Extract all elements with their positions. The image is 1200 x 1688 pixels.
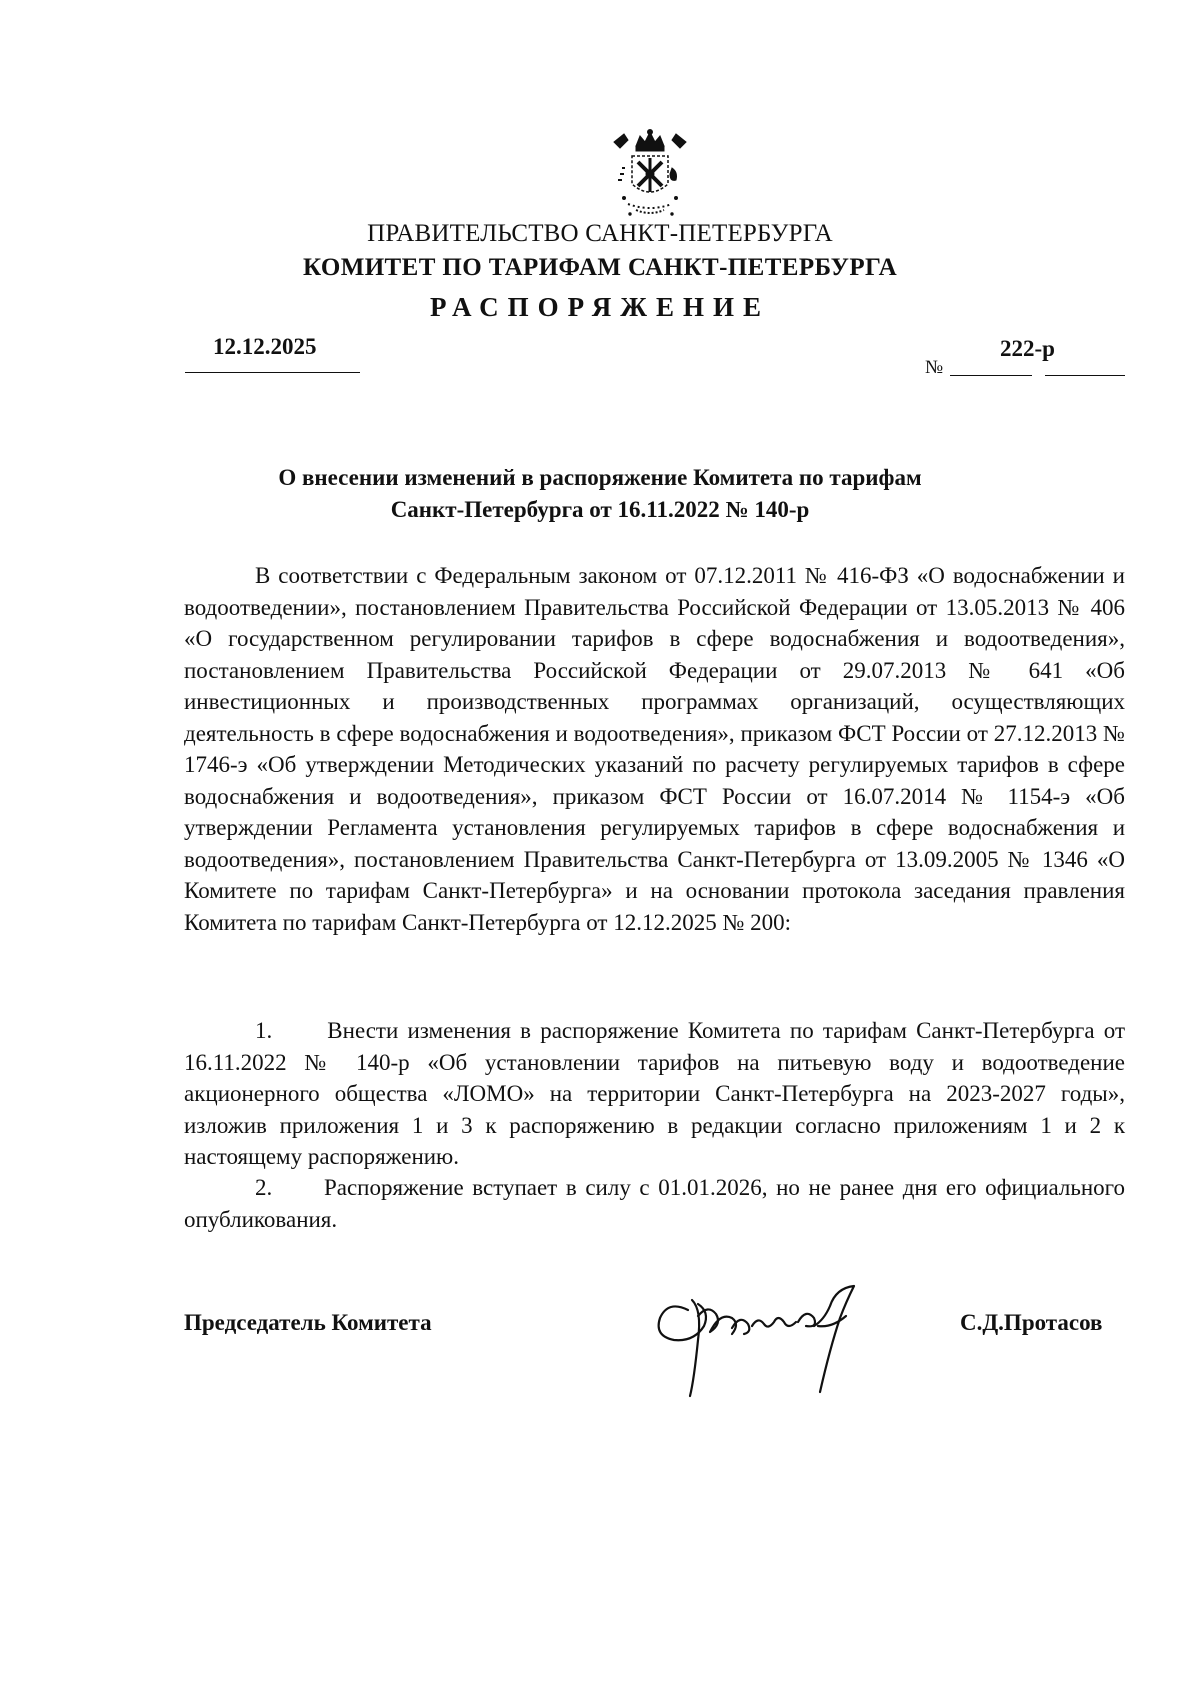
document-subject: [0, 462, 1200, 526]
committee-name: КОМИТЕТ ПО ТАРИФАМ САНКТ-ПЕТЕРБУРГА: [302, 254, 898, 281]
number-underline-extension: [1045, 375, 1125, 376]
date-underline: [185, 372, 360, 373]
signatory-name: С.Д.Протасов: [960, 1310, 1103, 1335]
handwritten-signature: [648, 1270, 888, 1400]
document-date: 12.12.2025: [213, 334, 317, 359]
subject-line-1: О внесении изменений в распоряжение Комитета по тарифам: [278, 465, 922, 490]
document-number: 222-р: [1000, 336, 1055, 361]
subject-line-2: Санкт-Петербурга от 16.11.2022 № 140-р: [390, 497, 810, 522]
number-sign: №: [925, 357, 944, 378]
preamble-paragraph: В соответствии с Федеральным законом от 07.12.2011 № 416-ФЗ «О водоснабжении и водоотведении», постановлением Правительства Российской Федерации от 13.05.2013 № 406 «О государственном регулировании тарифов в сфере водоснабжения и водоотведения», постановлением Правительства Российской Федерации от 29.07.2013 № 641 «Об инвестиционных и производственных программах организаций, осуществляющих деятельность в сфере водоснабжения и водоотведения», приказом ФСТ России от 27.12.2013 № 1746-э «Об утверждении Методических указаний по расчету регулируемых тарифов в сфере водоснабжения и водоотведения», приказом ФСТ России от 16.07.2014 № 1154-э «Об утверждении Регламента установления регулируемых тарифов в сфере водоснабжения и водоотведения», постановлением Правительства Санкт-Петербурга от 13.09.2005 № 1346 «О Комитете по тарифам Санкт-Петербурга» и на основании протокола заседания правления Комитета по тарифам Санкт-Петербурга от 12.12.2025 № 200:: [184, 563, 1125, 935]
government-name: ПРАВИТЕЛЬСТВО САНКТ-ПЕТЕРБУРГА: [367, 220, 833, 247]
item-2-paragraph: 2. Распоряжение вступает в силу с 01.01.2026, но не ранее дня его официального опубликования.: [184, 1175, 1125, 1232]
document-type: РАСПОРЯЖЕНИЕ: [429, 292, 771, 322]
signatory-title: Председатель Комитета: [184, 1310, 432, 1335]
coat-of-arms-icon: [606, 128, 694, 220]
number-underline: [950, 375, 1032, 376]
item-1-paragraph: 1. Внести изменения в распоряжение Комитета по тарифам Санкт-Петербурга от 16.11.2022 № 140-р «Об установлении тарифов на питьевую воду и водоотведение акционерного общества «ЛОМО» на территории Санкт-Петербурга на 2023-2027 годы», изложив приложения 1 и 3 к распоряжению в редакции согласно приложениям 1 и 2 к настоящему распоряжению.: [184, 1018, 1125, 1169]
